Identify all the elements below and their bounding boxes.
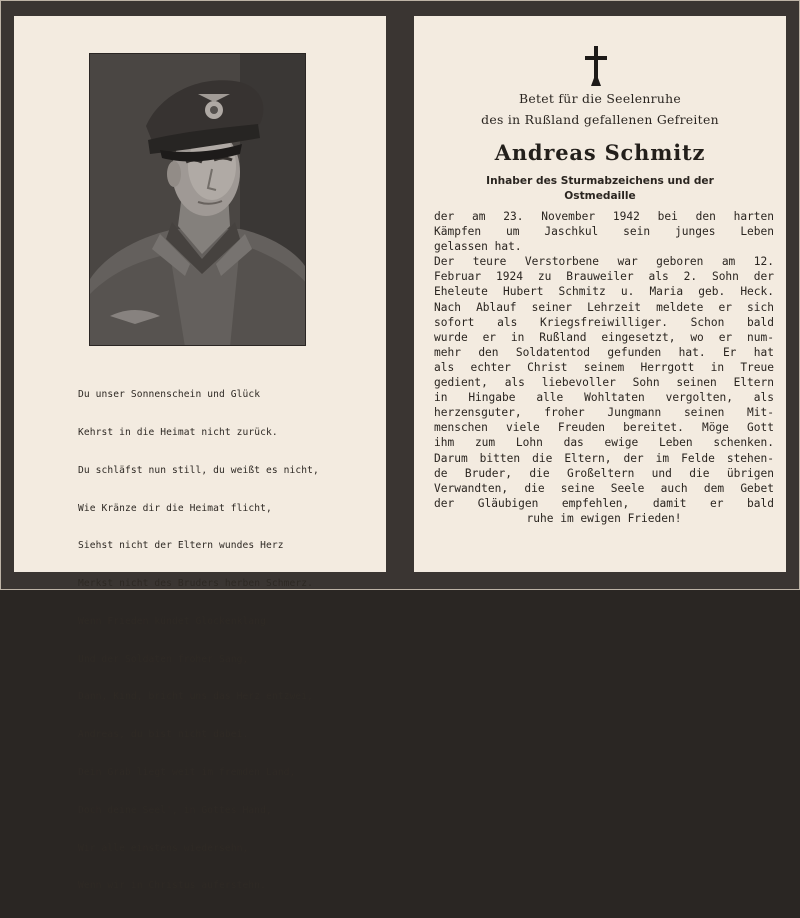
body-line: gelassen hat. (434, 240, 522, 254)
poem-line: Wir alle einstens wiedersehn, (78, 842, 249, 854)
body-line: der am 23. November 1942 bei den harten (434, 210, 774, 223)
body-line: der Gläubigen empfehlen, damit er bald (434, 496, 774, 510)
poem-line: Kehrst in die Heimat nicht zurück. (78, 426, 278, 438)
poem-line: Du schläfst nun still, du weißt es nicht, (78, 464, 319, 476)
body-line: in Hingabe alle Wohltaten vergolten, als (434, 391, 774, 405)
body-line: Kämpfen um Jaschkul sein junges Leben (434, 225, 774, 239)
poem-line: Wenn wir in Christus auferstehn. (78, 880, 267, 892)
poem-line: Doch deine Seel', in Gottes Hand, (78, 804, 272, 816)
body-line: ihm zum Lohn das ewige Leben schenken. (434, 436, 774, 450)
body-line: menschen viele Freuden bereitet. Möge Gott (434, 421, 774, 435)
cross-icon (585, 46, 607, 86)
body-line: ruhe im ewigen Frieden! (526, 511, 682, 525)
memorial-poem (78, 364, 378, 918)
body-line: Eheleute Hubert Schmitz u. Maria geb. Heck. (434, 285, 774, 299)
left-page (14, 16, 386, 892)
body-line: wurde er in Rußland eingesetzt, wo er num- (434, 330, 774, 344)
body-line: Nach Ablauf seiner Lehrzeit meldete er sich (434, 300, 774, 314)
prayer-line-1: Betet für die Seelenruhe (518, 91, 682, 106)
body-line: sofort als Kriegsfreiwilliger. Schon bald (434, 315, 774, 329)
portrait-illustration (90, 54, 306, 346)
award-text (414, 174, 786, 204)
poem-line: Dein Grab liegt weit im fremden Land, (78, 767, 296, 778)
body-line: mehr den Soldatentod gefunden hat. Er hat (434, 345, 774, 359)
body-line: Verwandten, die seine Seele auch dem Gebet (434, 481, 774, 495)
poem-line: Wenn Frieden kündet Glockenklang (78, 615, 267, 627)
poem-line: Merkst nicht des Bruders herben Schmerz. (78, 578, 314, 590)
award-line-1: Inhaber des Sturmabzeichens und der (486, 175, 714, 187)
right-page (414, 16, 786, 572)
award-line-2: Ostmedaille (564, 190, 636, 202)
soldier-portrait-photo (89, 53, 306, 346)
poem-line: Und der Soldaten froher Sang, (78, 653, 249, 665)
body-line: gedient, als liebevoller Sohn seinen Eltern (434, 376, 774, 390)
poem-line: Andreas, du bist nicht dabei. (78, 729, 249, 741)
body-line: de Bruder, die Großeltern und die übrigen (434, 466, 774, 480)
body-line: herzensguter, froher Jungmann seinen Mit- (434, 406, 774, 420)
deceased-name: Andreas Schmitz (494, 140, 706, 165)
poem-line: Dann, Kind, bricht uns das Herz entzwei, (78, 691, 314, 703)
obituary-body (434, 209, 774, 526)
poem-line: Wie Kränze dir die Heimat flicht, (78, 502, 272, 514)
body-line: Der teure Verstorbene war geboren am 12. (434, 255, 774, 269)
prayer-line-2: des in Rußland gefallenen Gefreiten (481, 112, 719, 127)
poem-line: Du unser Sonnenschein und Glück (78, 389, 261, 401)
body-line: als echter Christ seinem Herrgott in Treue (434, 360, 774, 374)
poem-line: Siehst nicht der Eltern wundes Herz (78, 540, 284, 552)
body-line: Februar 1924 zu Brauweiler als 2. Sohn der (434, 270, 774, 284)
body-line: Darum bitten die Eltern, der im Felde stehen- (434, 451, 774, 465)
